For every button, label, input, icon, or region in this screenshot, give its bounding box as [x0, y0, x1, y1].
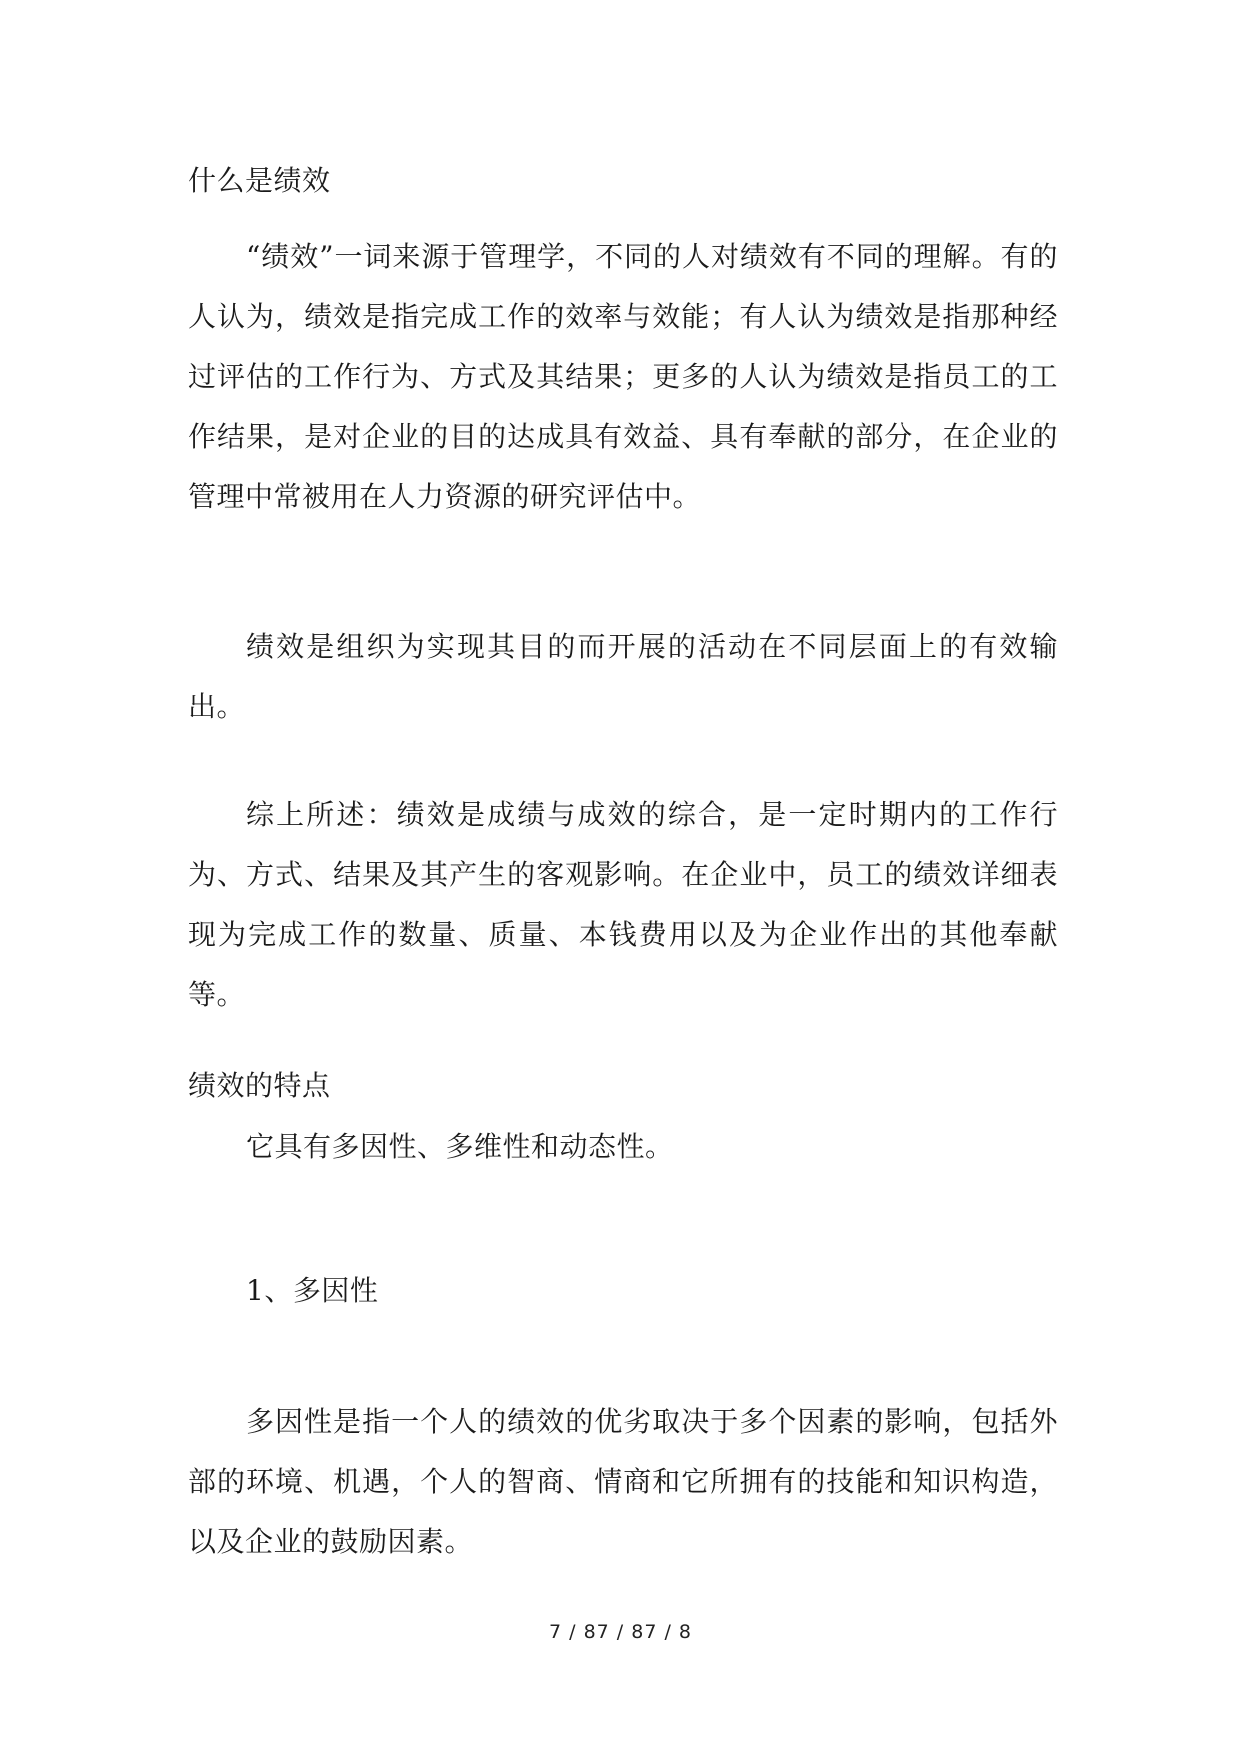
section-heading-features: 绩效的特点 [188, 1069, 331, 1102]
paragraph-summary: 综上所述：绩效是成绩与成效的综合，是一定时期内的工作行为、方式、结果及其产生的客观影响。在企业中，员工的绩效详细表现为完成工作的数量、质量、本钱费用以及为企业作出的其他奉献等。 [188, 798, 1058, 1011]
subheading-multi-factor: 1、多因性 [246, 1274, 379, 1307]
paragraph-features-intro: 它具有多因性、多维性和动态性。 [246, 1130, 674, 1163]
page-number: 7 / 87 / 87 / 8 [549, 1621, 692, 1643]
paragraph-definition: “绩效”一词来源于管理学，不同的人对绩效有不同的理解。有的人认为，绩效是指完成工作的效率与效能；有人认为绩效是指那种经过评估的工作行为、方式及其结果；更多的人认为绩效是指员工的工作结果，是对企业的目的达成具有效益、具有奉献的部分，在企业的管理中常被用在人力资源的研究评估中。 [188, 240, 1058, 513]
paragraph-effective-output: 绩效是组织为实现其目的而开展的活动在不同层面上的有效输出。 [188, 630, 1058, 723]
section-heading-what-is-performance: 什么是绩效 [188, 164, 331, 197]
paragraph-multi-factor: 多因性是指一个人的绩效的优劣取决于多个因素的影响，包括外部的环境、机遇，个人的智商、情商和它所拥有的技能和知识构造，以及企业的鼓励因素。 [188, 1405, 1058, 1558]
